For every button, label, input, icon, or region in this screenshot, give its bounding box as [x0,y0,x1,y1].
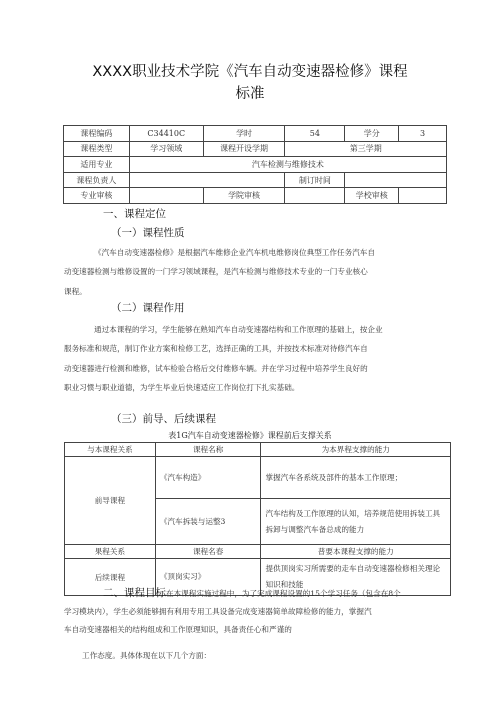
table-header-cell: 与本课程关系 [65,443,156,457]
section-objectives-line: 二、课程目标在本课程实施过程中，为了完成课程设置的15个学习任务（包含在8个 [103,587,401,599]
table-cell: 汽车结构及工作原理的认知，培养规范使用拆装工具拆卸与调整汽车备总成的能力 [261,499,451,545]
table-cell: 后续课程 [65,559,156,596]
table-cell: 《顶岗实习》 [155,559,261,596]
paragraph-course-nature: 《汽车自动变速器检修》是根据汽车维修企业汽车机电维修岗位典型工作任务汽车自 动变速器检测与维修设置的一门学习领域课程，是汽车检测与维修技术专业的一门专业核心 课程。 [64,248,375,296]
table-cell: 制订时间 [285,172,345,188]
table-cell [129,188,203,204]
table-cell: 课程编码 [64,126,130,142]
table-header-cell: 果程关系 [65,545,156,559]
paragraph-line: 车自动变速器相关的结构组成和工作原理知识，具备责任心和严谨的 [64,625,292,634]
table-header-cell: 普要本课程支撑的能力 [261,545,451,559]
table-row [65,457,451,499]
table-cell [285,188,345,204]
table-row [64,188,447,204]
section-heading: 二、课程目标 [103,587,166,599]
table-cell: 学习领域 [129,141,203,157]
table-cell: 适用专业 [64,157,130,173]
paragraph-line: 工作态度。具体体现在以下几个方面： [82,651,212,660]
table-cell [399,188,447,204]
table-cell: 专业审核 [64,188,130,204]
table-cell: 学时 [203,126,285,142]
section-heading: 一、课程定位 [103,208,166,220]
table-cell: 提供顶岗实习所需要的走车自动变速器检修相关理论知识和技能 [261,559,451,596]
table-row [64,157,447,173]
table-cell: 第三学期 [285,141,447,157]
table-cell: 学分 [345,126,399,142]
table-row [64,172,447,188]
table-row [64,141,447,157]
table-header-cell: 课程名春 [155,545,261,559]
table-cell: 掌握汽车各系统及部件的基本工作原理； [261,457,451,499]
table-cell: 课程负责人 [64,172,130,188]
document-title: XXXX职业技术学院《汽车自动变速器检修》课程 [92,64,408,80]
table-cell: 课程开设学期 [203,141,285,157]
table-header-cell: 课程名称 [155,443,261,457]
table-cell: 汽车检测与维修技术 [129,157,446,173]
table-cell: 课程类型 [64,141,130,157]
table-cell: 前导课程 [65,457,156,545]
subsection-heading: （三）前导、后续课程 [111,413,216,425]
table-cell: 学院审核 [203,188,285,204]
subsection-heading: （二）课程作用 [111,302,185,314]
document-title-line2: 标准 [235,86,265,102]
table-caption: 表1G汽车自动变速器检修》课程前后支撑关系 [168,431,332,440]
paragraph-course-role: 通过本课程的学习，学生能够在熟知汽车自动变速器结构和工作原理的基础上，按企业 服务标准和规范，制订作业方案和检修工艺，选择正确的工具，并按技术标准对待修汽车自 动变速器进行检测和维修，试车检验合格后交付维修车辆。并在学习过程中培养学生良好的 职业习惯与职业道德，为学生毕业后快速适应工作岗位打下扎实基础。 [64,325,383,392]
table-cell: 《汽车拆装与运整3 [155,499,261,545]
table-cell: 《汽车构造》 [155,457,261,499]
table-row [65,545,451,559]
table-cell: 54 [285,126,345,142]
table-header-cell: 为本界程支撑的能力 [261,443,451,457]
table-cell: 3 [399,126,447,142]
course-info-table [63,125,447,204]
table-cell [129,172,285,188]
table-row [64,126,447,142]
paragraph-line: 学习模块内），学生必须能够拥有利用专用工具设备完成变速器简单故障检修的能力，掌握汽 [64,607,372,616]
table-row [65,443,451,457]
subsection-heading: （一）课程性质 [111,227,185,239]
table-cell: C34410C [129,126,203,142]
table-cell [345,172,447,188]
table-cell: 学校审核 [345,188,399,204]
course-relations-table [64,442,451,596]
